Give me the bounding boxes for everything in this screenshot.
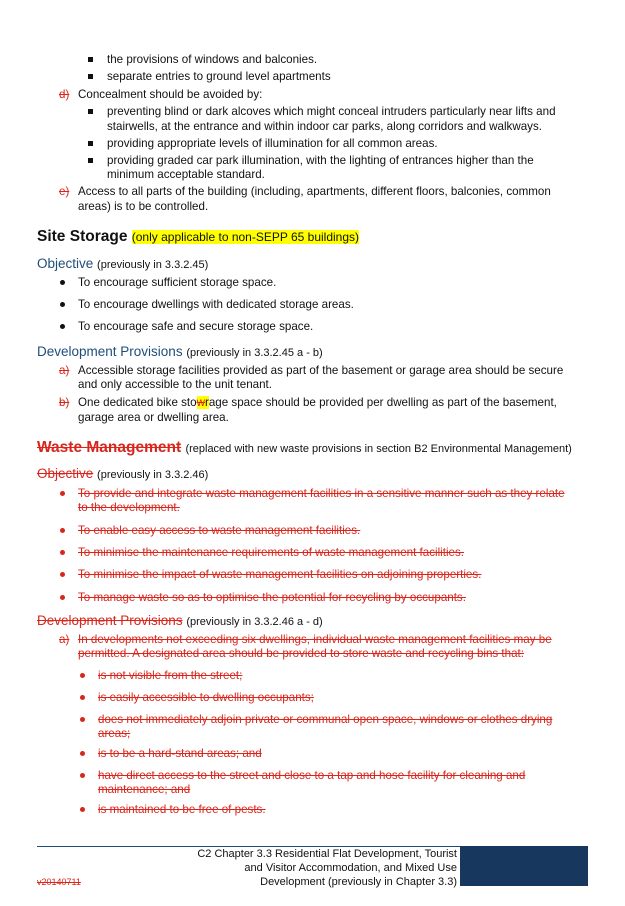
round-bullet	[60, 280, 65, 285]
subheading	[37, 256, 208, 271]
text-run: One dedicated bike sto	[78, 396, 197, 409]
round-bullet	[80, 773, 85, 778]
subheading-title: Development Provisions	[37, 613, 183, 628]
list-item-text: and only accessible to the unit tenant.	[78, 378, 273, 391]
deleted-list-text: permitted. A designated area should be provided to store waste and recycling bins that:	[78, 647, 524, 660]
subheading	[37, 344, 323, 359]
subheading-title: Objective	[37, 466, 94, 481]
bullet-text: minimum acceptable standard.	[107, 168, 265, 181]
deleted-bullet-text: to the development.	[78, 501, 180, 514]
square-bullet	[88, 74, 93, 79]
bullet-text: preventing blind or dark alcoves which might conceal intruders particularly near lifts and	[107, 105, 556, 118]
deleted-bullet-text: is maintained to be free of pests.	[98, 803, 266, 816]
square-bullet	[88, 109, 93, 114]
section-heading	[37, 439, 572, 457]
subheading-ref: (previously in 3.3.2.45)	[97, 259, 209, 271]
list-item-text: Access to all parts of the building (including, apartments, different floors, balconies, common	[78, 185, 551, 198]
list-marker: b)	[59, 396, 70, 409]
footer-title	[197, 847, 457, 889]
subheading-title: Development Provisions	[37, 344, 183, 359]
subheading-ref: (previously in 3.3.2.45 a - b)	[186, 347, 323, 359]
footer-line: C2 Chapter 3.3 Residential Flat Development, Tourist	[197, 848, 457, 860]
bullet-text: stairwells, at the entrance and within indoor car parks, along corridors and walkways.	[107, 120, 542, 133]
text-run: age space should be provided per dwelling as part of the basement,	[208, 396, 557, 409]
bullet-text: the provisions of windows and balconies.	[107, 53, 318, 66]
subheading-title: Objective	[37, 256, 94, 271]
deleted-bullet-text: To enable easy access to waste management facilities.	[78, 524, 361, 537]
round-bullet	[80, 673, 85, 678]
section-title: Site Storage	[37, 228, 128, 245]
subheading	[37, 466, 208, 481]
footer-line: and Visitor Accommodation, and Mixed Use	[244, 862, 457, 874]
list-item-text: areas) is to be controlled.	[78, 200, 209, 213]
footer-line: Development (previously in Chapter 3.3)	[260, 876, 457, 888]
bullet-text: To encourage dwellings with dedicated storage areas.	[78, 298, 354, 311]
deleted-bullet-text: To provide and integrate waste management facilities in a sensitive manner such as they relate	[78, 487, 565, 500]
round-bullet	[60, 324, 65, 329]
deleted-bullet-text: is not visible from the street;	[98, 669, 243, 682]
round-bullet	[60, 595, 65, 600]
deleted-list-text: In developments not exceeding six dwellings, individual waste management facilities may be	[78, 633, 552, 646]
round-bullet	[80, 695, 85, 700]
version-label: v20140711	[37, 877, 81, 887]
bullet-text: providing graded car park illumination, with the lighting of entrances higher than the	[107, 154, 534, 167]
square-bullet	[88, 158, 93, 163]
section-heading	[37, 228, 359, 246]
deleted-bullet-text: does not immediately adjoin private or communal open space, windows or clothes drying	[98, 713, 553, 726]
bullet-text: To encourage safe and secure storage space.	[78, 320, 314, 333]
footer-accent-block	[460, 846, 588, 886]
deleted-bullet-text: To manage waste so as to optimise the potential for recycling by occupants.	[78, 591, 466, 604]
deleted-bullet-text: have direct access to the street and close to a tap and hose facility for cleaning and	[98, 769, 526, 782]
round-bullet	[80, 751, 85, 756]
round-bullet	[80, 807, 85, 812]
round-bullet	[60, 528, 65, 533]
round-bullet	[60, 302, 65, 307]
bullet-text: To encourage sufficient storage space.	[78, 276, 277, 289]
list-marker: e)	[59, 185, 70, 198]
subheading-ref: (previously in 3.3.2.46)	[97, 469, 209, 481]
list-marker: a)	[59, 364, 70, 377]
list-item-text: Concealment should be avoided by:	[78, 88, 263, 101]
list-item-text: Accessible storage facilities provided as part of the basement or garage area should be secure	[78, 364, 564, 377]
bullet-text: providing appropriate levels of illumination for all common areas.	[107, 137, 438, 150]
square-bullet	[88, 57, 93, 62]
round-bullet	[80, 717, 85, 722]
deleted-bullet-text: To minimise the maintenance requirements of waste management facilities.	[78, 546, 464, 559]
square-bullet	[88, 141, 93, 146]
section-note: (replaced with new waste provisions in section B2 Environmental Management)	[185, 443, 572, 455]
round-bullet	[60, 550, 65, 555]
list-item-text: garage area or dwelling area.	[78, 411, 229, 424]
inserted-text: r	[204, 396, 209, 409]
deleted-bullet-text: is easily accessible to dwelling occupants;	[98, 691, 314, 704]
deleted-bullet-text: areas;	[98, 727, 131, 740]
deleted-text: w	[196, 396, 205, 409]
round-bullet	[60, 491, 65, 496]
section-title: Waste Management	[37, 439, 182, 456]
subheading	[37, 613, 323, 628]
highlighted-note: (only applicable to non-SEPP 65 buildings)	[131, 230, 360, 244]
list-marker: d)	[59, 88, 70, 101]
round-bullet	[60, 572, 65, 577]
list-item-text	[78, 395, 557, 410]
bullet-text: separate entries to ground level apartments	[107, 70, 331, 83]
deleted-bullet-text: maintenance; and	[98, 783, 191, 796]
subheading-ref: (previously in 3.3.2.46 a - d)	[186, 616, 323, 628]
deleted-bullet-text: is to be a hard-stand areas; and	[98, 747, 262, 760]
deleted-bullet-text: To minimise the impact of waste management facilities on adjoining properties.	[78, 568, 482, 581]
list-marker: a)	[59, 633, 70, 646]
